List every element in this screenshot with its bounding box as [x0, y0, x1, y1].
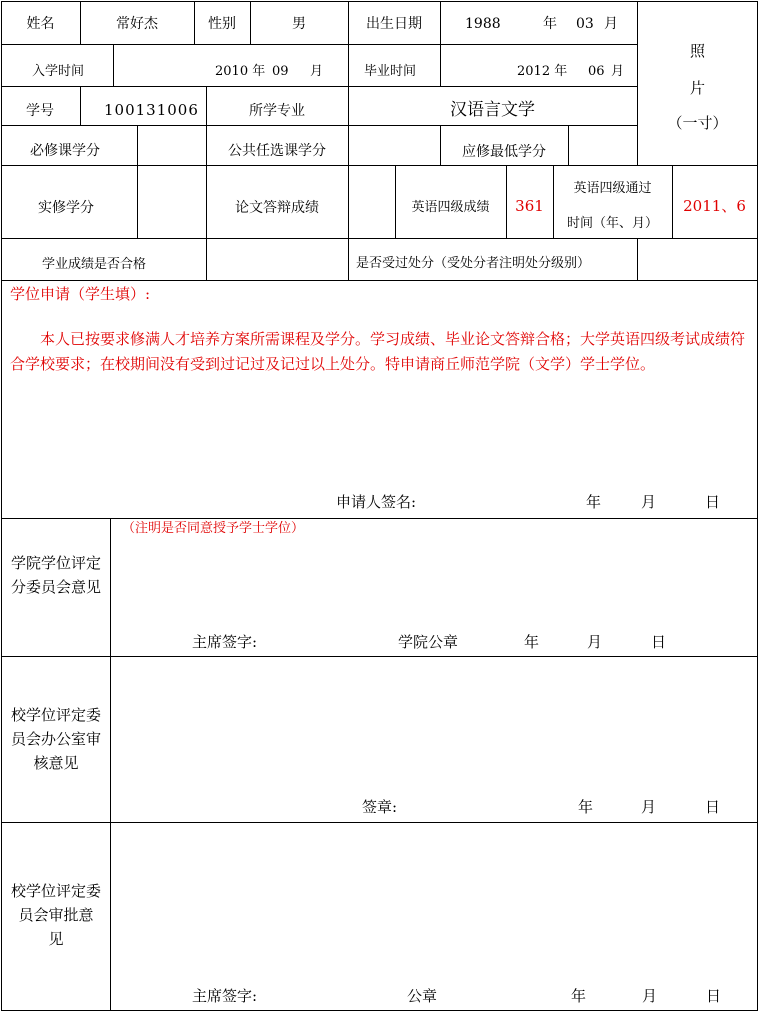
- enroll-year[interactable]: 2010 年: [215, 64, 266, 79]
- major-label: 所学专业: [249, 103, 305, 119]
- college-note: （注明是否同意授予学士学位）: [122, 521, 305, 536]
- cet4-label: 英语四级成绩: [411, 200, 490, 215]
- birth-month-word: 月: [604, 16, 618, 32]
- thesis-label: 论文答辩成绩: [235, 200, 319, 216]
- name-label: 姓名: [26, 16, 55, 32]
- cet4-pass-label-2: 时间（年、月）: [566, 216, 658, 231]
- student-id-label: 学号: [26, 103, 54, 119]
- actual-credits-label: 实修学分: [38, 200, 94, 216]
- photo-label-1: 照: [689, 42, 705, 60]
- photo-label-2: 片: [689, 79, 705, 97]
- academic-pass-label: 学业成绩是否合格: [42, 257, 147, 272]
- college-committee-label: 学院学位评定分委员会意见: [10, 554, 101, 596]
- office-review-label: 校学位评定委员会办公室审核意见: [10, 706, 101, 772]
- punish-label: 是否受过处分（受处分者注明处分级别）: [356, 256, 591, 271]
- cet4-pass-value[interactable]: 2011、6: [683, 197, 746, 215]
- approval-seal: 公章: [407, 987, 438, 1005]
- name-value[interactable]: 常好杰: [116, 16, 158, 32]
- major-value[interactable]: 汉语言文学: [450, 100, 535, 120]
- cet4-score[interactable]: 361: [515, 197, 544, 215]
- college-month: 月: [587, 633, 603, 651]
- approval-label: 校学位评定委员会审批意 见: [10, 882, 109, 948]
- required-credits-label: 必修课学分: [30, 143, 100, 159]
- grad-month[interactable]: 06: [588, 64, 605, 79]
- birth-year[interactable]: 1988: [465, 16, 501, 32]
- college-seal: 学院公章: [398, 633, 459, 651]
- elective-credits-label: 公共任选课学分: [228, 143, 326, 159]
- office-year: 年: [578, 798, 594, 816]
- grad-label: 毕业时间: [364, 64, 417, 79]
- college-year: 年: [524, 633, 540, 651]
- approval-chair-sign: 主席签字:: [192, 987, 258, 1005]
- birth-label: 出生日期: [366, 16, 422, 32]
- college-chair-sign: 主席签字:: [192, 633, 258, 651]
- grad-year[interactable]: 2012 年: [517, 64, 568, 79]
- application-title: 学位申请（学生填）:: [10, 285, 151, 303]
- application-year: 年: [586, 493, 602, 511]
- enroll-month-word: 月: [310, 64, 324, 79]
- birth-year-word: 年: [543, 16, 557, 32]
- approval-month: 月: [642, 987, 658, 1005]
- cet4-pass-label-1: 英语四级通过: [573, 181, 652, 196]
- office-day: 日: [705, 798, 721, 816]
- birth-month[interactable]: 03: [576, 16, 594, 32]
- grad-month-word: 月: [611, 64, 625, 79]
- office-sign: 签章:: [362, 798, 398, 816]
- application-day: 日: [705, 493, 721, 511]
- application-month: 月: [641, 493, 657, 511]
- college-day: 日: [651, 633, 667, 651]
- enroll-label: 入学时间: [32, 64, 85, 79]
- photo-label-3: （一寸）: [667, 114, 728, 132]
- approval-day: 日: [706, 987, 722, 1005]
- office-month: 月: [641, 798, 657, 816]
- student-id-value[interactable]: 100131006: [104, 101, 199, 119]
- enroll-month[interactable]: 09: [272, 64, 289, 79]
- gender-value[interactable]: 男: [292, 16, 306, 32]
- approval-year: 年: [571, 987, 587, 1005]
- application-text: 本人已按要求修满人才培养方案所需课程及学分。学习成绩、毕业论文答辩合格；大学英语四级考试成绩符合学校要求；在校期间没有受到过记过及记过以上处分。特申请商丘师范学院（文学）学士学位。: [10, 330, 746, 373]
- applicant-sign-label: 申请人签名:: [336, 493, 417, 511]
- min-credits-label: 应修最低学分: [462, 144, 546, 160]
- gender-label: 性别: [208, 16, 236, 32]
